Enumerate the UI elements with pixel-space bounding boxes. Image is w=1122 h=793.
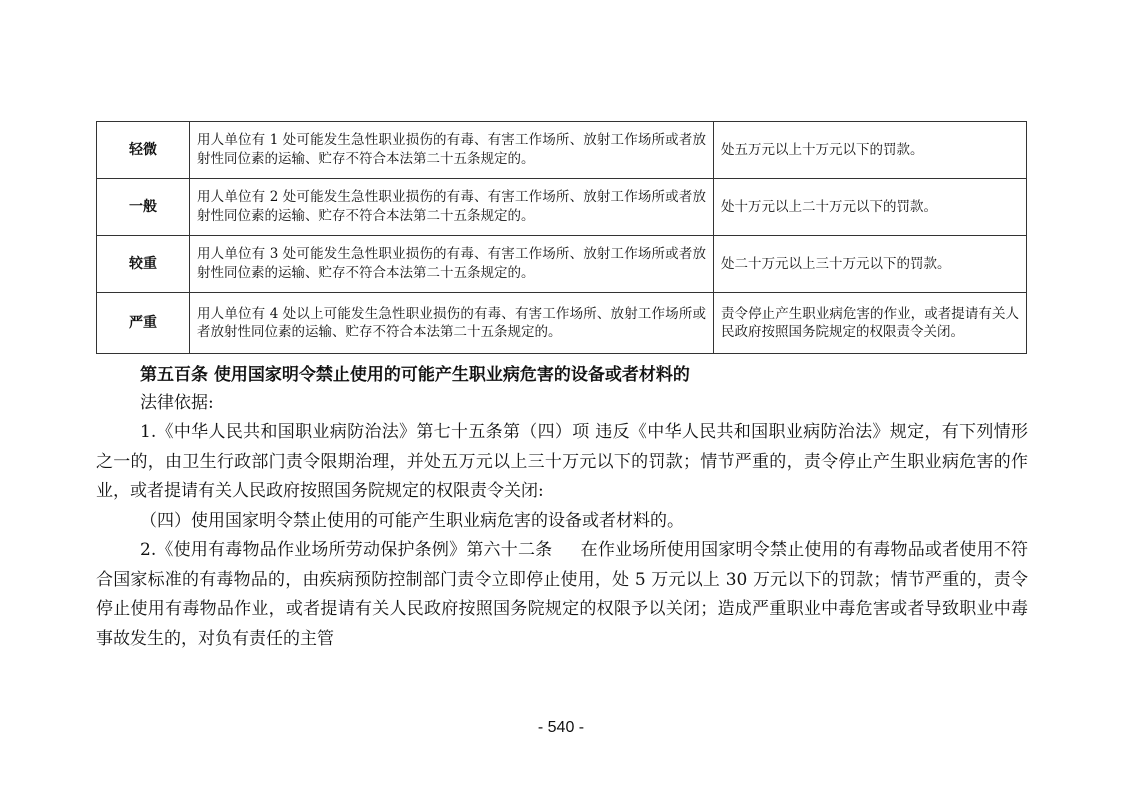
legal-basis-2 [96,536,1028,654]
table-row [97,293,1027,354]
legal-basis-2-text: 在作业场所使用国家明令禁止使用的有毒物品或者使用不符合国家标准的有毒物品的，由疾病预防控制部门责令立即停止使用，处 5 万元以上 30 万元以下的罚款；情节严重的，责令停止使用有毒物品作业，或者提请有关人民政府按照国务院规定的权限予以关闭；造成严重职业中毒危害或者导致职业中毒事故发生的，对负有责任的主管 [96,540,1029,649]
severity-level: 轻微 [97,122,190,179]
penalty-text: 处十万元以上二十万元以下的罚款。 [714,179,1027,236]
article-body [96,362,1028,654]
article-heading: 第五百条 使用国家明令禁止使用的可能产生职业病危害的设备或者材料的 [140,365,690,385]
severity-level: 一般 [97,179,190,236]
legal-basis-2-title: 2.《使用有毒物品作业场所劳动保护条例》第六十二条 [140,540,553,560]
penalty-text: 责令停止产生职业病危害的作业，或者提请有关人民政府按照国务院规定的权限责令关闭。 [714,293,1027,354]
table-row [97,179,1027,236]
violation-description: 用人单位有 4 处以上可能发生急性职业损伤的有毒、有害工作场所、放射工作场所或者放射性同位素的运输、贮存不符合本法第二十五条规定的。 [190,293,714,354]
legal-basis-1-item: （四）使用国家明令禁止使用的可能产生职业病危害的设备或者材料的。 [140,510,684,531]
table-row [97,122,1027,179]
legal-basis-1: 1.《中华人民共和国职业病防治法》第七十五条第（四）项 违反《中华人民共和国职业病防治法》规定，有下列情形之一的，由卫生行政部门责令限期治理，并处五万元以上三十万元以下的罚款；情节严重的，责令停止产生职业病危害的作业，或者提请有关人民政府按照国务院规定的权限责令关闭: [96,422,1028,501]
penalty-text: 处二十万元以上三十万元以下的罚款。 [714,236,1027,293]
severity-level: 严重 [97,293,190,354]
penalty-text: 处五万元以上十万元以下的罚款。 [714,122,1027,179]
legal-basis-label: 法律依据: [140,393,214,413]
table-row [97,236,1027,293]
penalty-table [96,121,1027,354]
violation-description: 用人单位有 2 处可能发生急性职业损伤的有毒、有害工作场所、放射工作场所或者放射性同位素的运输、贮存不符合本法第二十五条规定的。 [190,179,714,236]
severity-level: 较重 [97,236,190,293]
violation-description: 用人单位有 1 处可能发生急性职业损伤的有毒、有害工作场所、放射工作场所或者放射性同位素的运输、贮存不符合本法第二十五条规定的。 [190,122,714,179]
page-number: - 540 - [537,719,585,736]
violation-description: 用人单位有 3 处可能发生急性职业损伤的有毒、有害工作场所、放射工作场所或者放射性同位素的运输、贮存不符合本法第二十五条规定的。 [190,236,714,293]
